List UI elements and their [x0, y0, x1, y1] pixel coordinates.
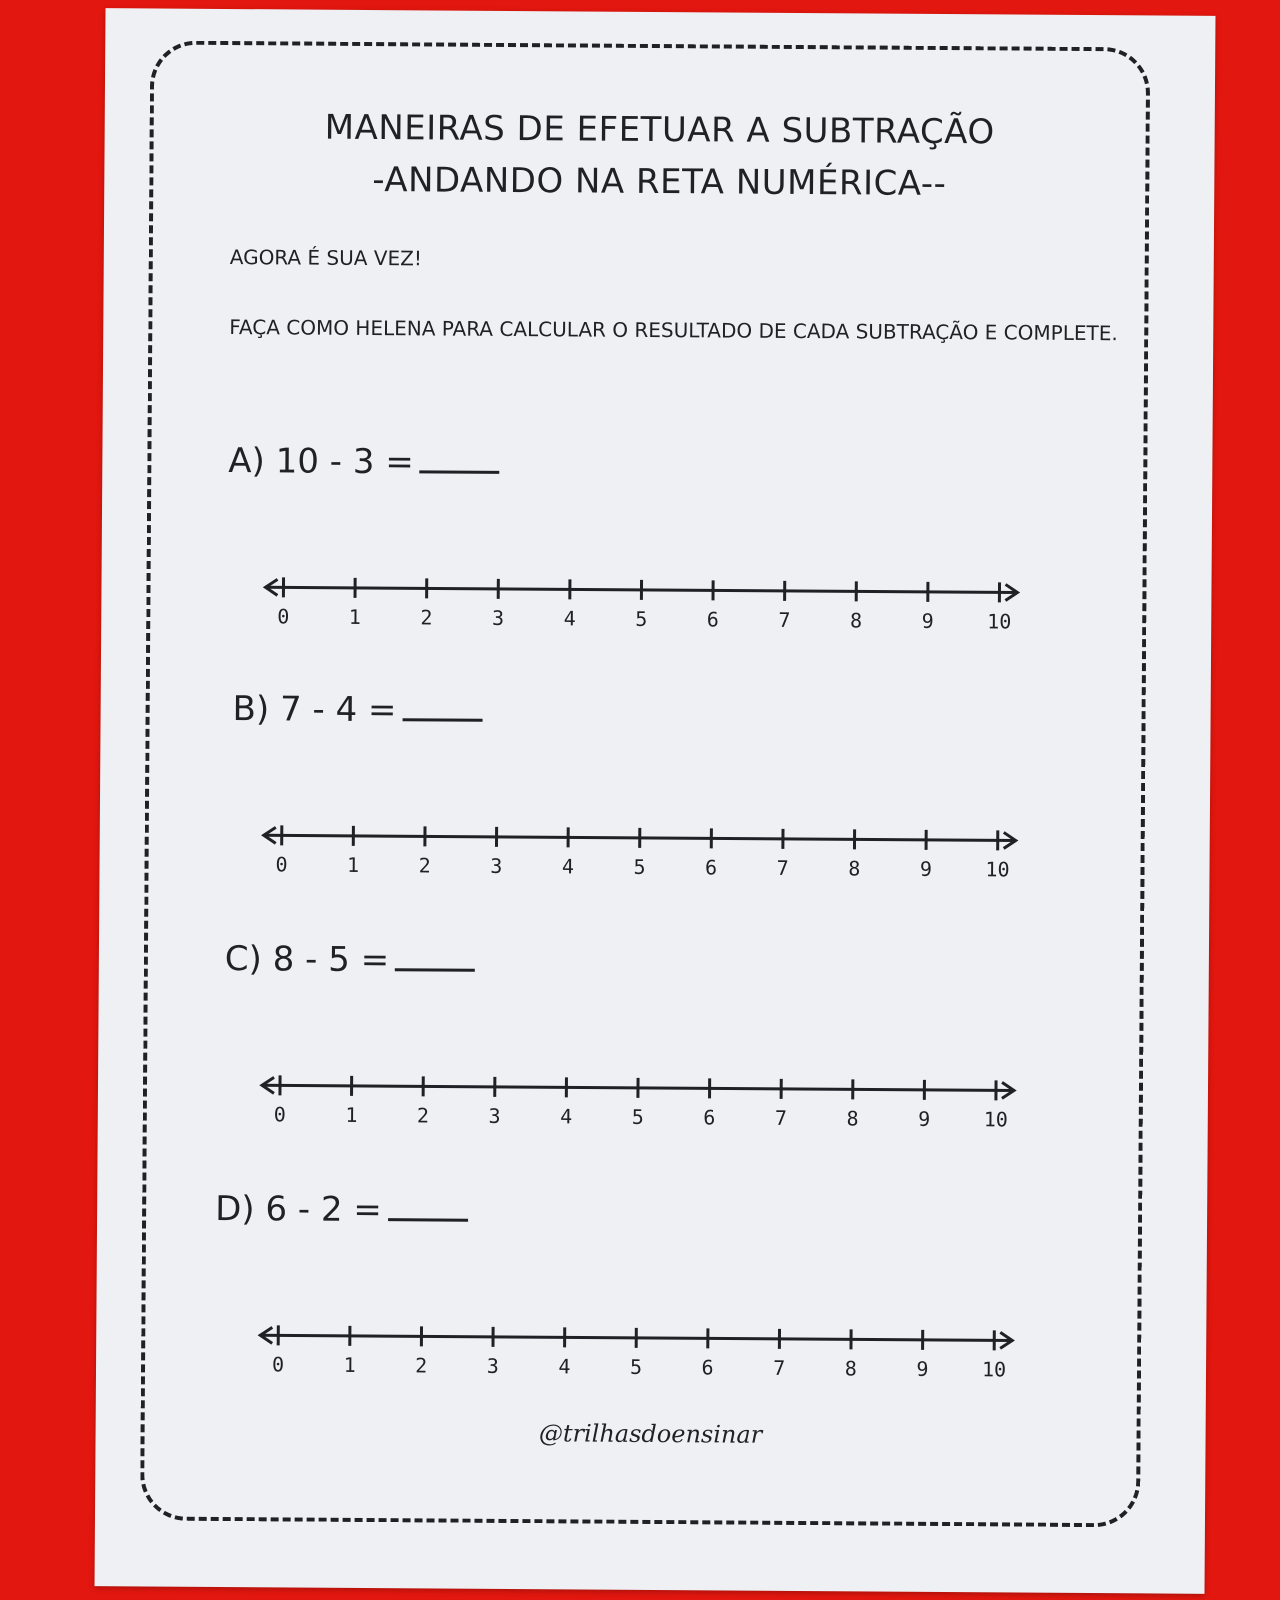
- tick-label: 4: [560, 1104, 573, 1129]
- number-line: [258, 1057, 1018, 1132]
- tick-label: 8: [846, 1106, 859, 1131]
- tick-label: 6: [701, 1355, 714, 1380]
- tick-label: 9: [918, 1106, 931, 1131]
- tick-label: 0: [275, 852, 288, 877]
- answer-blank[interactable]: [402, 688, 482, 722]
- exercise-label: A) 10 - 3 =: [228, 439, 500, 483]
- tick-label: 4: [558, 1354, 571, 1379]
- tick-label: 0: [273, 1102, 286, 1127]
- tick-label: 1: [347, 852, 360, 877]
- tick-label: 5: [633, 854, 646, 879]
- tick-label: 7: [773, 1355, 786, 1380]
- tick-label: 2: [420, 605, 433, 630]
- tick-label: 5: [629, 1354, 643, 1379]
- footer-handle: @trilhasdoensinar: [538, 1419, 763, 1449]
- tick-label: 7: [778, 607, 791, 632]
- exercise-b: [99, 686, 1211, 944]
- tick-label: 3: [491, 605, 505, 630]
- tick-label: 5: [635, 606, 648, 631]
- tick-label: 3: [486, 1353, 499, 1378]
- tick-label: 1: [343, 1352, 356, 1377]
- tick-label: 9: [916, 1356, 929, 1381]
- exercise-c: [97, 936, 1209, 1194]
- exercise-d: [96, 1186, 1208, 1444]
- instruction-2: FAÇA COMO HELENA PARA CALCULAR O RESULTADO DE CADA SUBTRAÇÃO E COMPLETE.: [229, 315, 1118, 346]
- tick-label: 10: [983, 1107, 1008, 1132]
- tick-label: 9: [921, 608, 934, 633]
- title-line-2: -ANDANDO NA RETA NUMÉRICA--: [372, 160, 947, 205]
- number-line: [259, 807, 1019, 882]
- exercise-label: B) 7 - 4 =: [232, 687, 482, 731]
- tick-label: 3: [490, 853, 503, 878]
- tick-label: 7: [774, 1105, 788, 1130]
- tick-label: 1: [348, 604, 361, 629]
- answer-blank[interactable]: [388, 1188, 468, 1222]
- tick-label: 10: [981, 1357, 1007, 1382]
- tick-label: 10: [985, 857, 1010, 882]
- exercise-label: C) 8 - 5 =: [225, 937, 476, 981]
- tick-label: 1: [345, 1102, 358, 1127]
- tick-label: 0: [271, 1352, 285, 1377]
- answer-blank[interactable]: [395, 938, 475, 972]
- answer-blank[interactable]: [420, 440, 500, 474]
- exercise-a: [101, 438, 1213, 696]
- tick-label: 5: [631, 1104, 644, 1129]
- tick-label: 2: [418, 853, 431, 878]
- tick-label: 2: [416, 1103, 430, 1128]
- tick-label: 6: [706, 607, 719, 632]
- tick-label: 6: [705, 855, 718, 880]
- tick-label: 7: [776, 855, 789, 880]
- tick-label: 2: [415, 1353, 428, 1378]
- title-line-1: MANEIRAS DE EFETUAR A SUBTRAÇÃO: [324, 107, 995, 153]
- number-line: [261, 559, 1021, 634]
- tick-label: 9: [919, 856, 933, 881]
- instruction-1: AGORA É SUA VEZ!: [229, 245, 422, 271]
- tick-label: 0: [277, 604, 290, 629]
- tick-label: 8: [848, 856, 861, 881]
- tick-label: 10: [987, 609, 1012, 634]
- worksheet-paper: [95, 8, 1216, 1594]
- tick-label: 4: [563, 606, 576, 631]
- number-line: [256, 1307, 1016, 1382]
- tick-label: 8: [849, 608, 863, 633]
- tick-label: 3: [488, 1103, 501, 1128]
- exercise-label: D) 6 - 2 =: [215, 1187, 468, 1231]
- tick-label: 4: [561, 854, 575, 879]
- tick-label: 8: [844, 1356, 857, 1381]
- tick-label: 6: [703, 1105, 716, 1130]
